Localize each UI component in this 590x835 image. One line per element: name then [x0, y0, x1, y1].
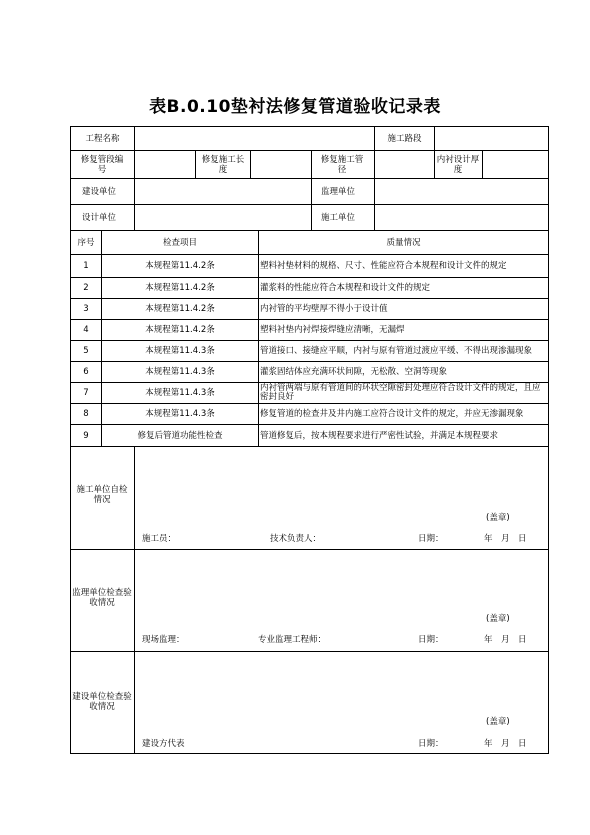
stamp-label: (盖章) — [486, 513, 510, 523]
label-liner-thickness: 内衬设计厚度 — [436, 154, 480, 175]
signer-label: 技术负责人： — [270, 534, 322, 544]
row-item: 本规程第11.4.2条 — [145, 261, 215, 271]
date-label: 日期： — [418, 635, 444, 645]
signer-label: 建设方代表 — [142, 739, 185, 749]
signer-label: 施工员： — [142, 534, 177, 544]
col-seq-header: 序号 — [77, 237, 95, 248]
row-quality: 灌浆料的性能应符合本规程和设计文件的规定 — [260, 283, 431, 293]
label-designer: 设计单位 — [82, 212, 117, 223]
signer-label: 专业监理工程师： — [258, 635, 327, 645]
row-no: 9 — [83, 430, 89, 441]
row-item: 修复后管道功能性检查 — [137, 430, 223, 441]
row-item: 本规程第11.4.3条 — [145, 388, 215, 398]
row-no: 4 — [83, 325, 89, 335]
row-quality: 塑料衬垫材料的规格、尺寸、性能应符合本规程和设计文件的规定 — [260, 261, 507, 271]
row-no: 2 — [83, 283, 89, 293]
signer-label: 现场监理： — [142, 635, 185, 645]
row-quality: 内衬管的平均壁厚不得小于设计值 — [260, 304, 388, 314]
label-owner: 建设单位 — [82, 186, 117, 197]
row-quality: 塑料衬垫内衬焊接焊缝应清晰，无漏焊 — [260, 325, 405, 335]
date-ymd: 年 月 日 — [484, 635, 527, 645]
row-quality: 灌浆固结体应充满环状间隙，无松散、空洞等现象 — [260, 367, 448, 377]
label-pipe-diameter: 修复施工管径 — [320, 154, 364, 175]
date-label: 日期： — [418, 739, 444, 749]
date-ymd: 年 月 日 — [484, 739, 527, 749]
row-item: 本规程第11.4.3条 — [145, 346, 215, 356]
row-item: 本规程第11.4.3条 — [145, 409, 215, 419]
label-pipe-no: 修复管段编号 — [80, 154, 124, 175]
col-quality-header: 质量情况 — [386, 237, 421, 248]
row-no: 5 — [83, 346, 89, 356]
row-item: 本规程第11.4.3条 — [145, 367, 215, 377]
stamp-label: (盖章) — [486, 717, 510, 727]
row-no: 3 — [83, 304, 89, 314]
row-item: 本规程第11.4.2条 — [145, 283, 215, 293]
date-label: 日期： — [418, 534, 444, 544]
supervisor-signoff-label: 监理单位检查验收情况 — [72, 588, 132, 608]
date-ymd: 年 月 日 — [484, 534, 527, 544]
row-quality: 管道修复后，按本规程要求进行严密性试验，并满足本规程要求 — [260, 430, 499, 441]
row-no: 1 — [83, 261, 89, 271]
row-item: 本规程第11.4.2条 — [145, 325, 215, 335]
label-contractor: 施工单位 — [321, 212, 356, 223]
stamp-label: (盖章) — [486, 614, 510, 624]
col-item-header: 检查项目 — [162, 237, 197, 248]
label-construct-length: 修复施工长度 — [201, 154, 245, 175]
contractor-signoff-label: 施工单位自检情况 — [76, 485, 128, 505]
row-quality: 内衬管两端与原有管道间的环状空隙密封处理应符合设计文件的规定，且应密封良好 — [260, 383, 541, 402]
row-quality: 管道接口、接缝应平顺，内衬与原有管道过渡应平缓、不得出现渗漏现象 — [260, 345, 533, 356]
row-item: 本规程第11.4.2条 — [145, 304, 215, 314]
label-section: 施工路段 — [387, 133, 422, 144]
label-project-name: 工程名称 — [85, 133, 120, 144]
owner-signoff-label: 建设单位检查验收情况 — [72, 692, 132, 712]
page-title: 表B.0.10垫衬法修复管道验收记录表 — [149, 97, 441, 117]
row-no: 7 — [83, 388, 89, 398]
label-supervisor: 监理单位 — [321, 186, 356, 197]
row-no: 6 — [83, 367, 89, 377]
row-quality: 修复管道的检查井及井内施工应符合设计文件的规定，并应无渗漏现象 — [260, 408, 524, 419]
row-no: 8 — [83, 409, 89, 419]
